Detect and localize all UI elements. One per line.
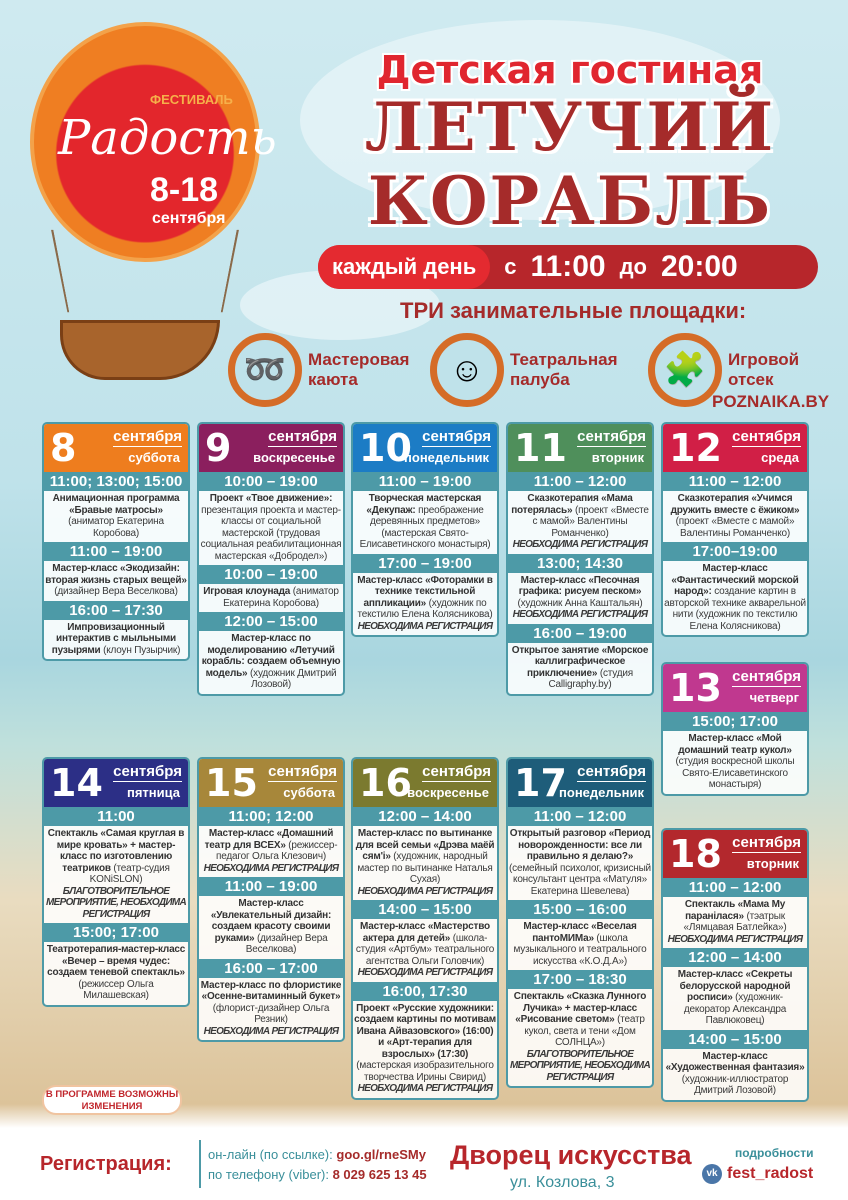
event-time: 12:00 – 15:00 <box>199 612 343 631</box>
event-title: Проект «Русские художники: создаем картины по мотивам Ивана Айвазовского» (16:00) и «Арт-терапия для взрослых» (17:30) <box>354 1002 496 1060</box>
day-number: 17 <box>514 761 567 805</box>
event-details: (режиссер Ольга Милашевская) <box>78 978 154 1001</box>
event-time: 10:00 – 19:00 <box>199 472 343 491</box>
day-card <box>42 422 190 661</box>
registration-link[interactable]: goo.gl/rneSMy <box>336 1147 426 1162</box>
event <box>353 491 497 554</box>
phone-label: по телефону (viber): <box>208 1167 329 1182</box>
title-line-1: ЛЕТУЧИЙ <box>364 88 776 166</box>
flying-ship-illustration <box>60 320 220 380</box>
day-number: 13 <box>669 666 722 710</box>
registration-note: НЕОБХОДИМА РЕГИСТРАЦИЯ <box>203 1025 339 1037</box>
phone-number[interactable]: 8 029 625 13 45 <box>332 1167 427 1182</box>
day-header <box>663 664 807 712</box>
day-weekday: суббота <box>283 785 335 800</box>
day-number: 9 <box>205 426 232 470</box>
venue-name: Дворец искусства <box>450 1140 692 1170</box>
day-weekday: понедельник <box>559 785 644 800</box>
event <box>199 978 343 1041</box>
event-details: презентация проекта и мастер-классы от социальной мастерской (трудовая социальная реабилитационная мастерская «Добродел») <box>200 504 342 562</box>
event-title: Сказкотерапия «Мама потерялась» <box>511 493 633 516</box>
venue-address: ул. Козлова, 3 <box>510 1174 615 1191</box>
day-number: 18 <box>669 832 722 876</box>
event <box>508 826 652 900</box>
registration-title: Регистрация: <box>40 1153 172 1175</box>
event-title: Творческая мастерская «Декупаж: <box>366 493 482 516</box>
event <box>663 491 807 542</box>
day-month: сентября <box>577 428 646 445</box>
event-time: 10:00 – 19:00 <box>199 565 343 584</box>
event <box>508 643 652 694</box>
event <box>199 826 343 877</box>
title-line-2: КОРАБЛЬ <box>367 162 773 240</box>
more-info-label: подробности <box>735 1146 814 1160</box>
event <box>44 491 188 542</box>
day-number: 14 <box>50 761 103 805</box>
event-details: (школа музыкального и театрального искусства «К.О.Д.А») <box>513 932 647 967</box>
day-month: сентября <box>422 428 491 445</box>
day-number: 15 <box>205 761 258 805</box>
event-details: (художник Анна Каштальян) <box>517 597 643 609</box>
from-label: с <box>504 254 517 279</box>
event-details: (аниматор Екатерина Коробова) <box>223 586 339 609</box>
event-title: Проект «Твое движение»: <box>209 493 333 504</box>
event-details: (художник Дмитрий Лозовой) <box>250 667 337 690</box>
knot-icon: ➿ <box>228 333 302 407</box>
event-time: 11:00 – 12:00 <box>508 472 652 491</box>
vk-icon: vk <box>702 1164 722 1184</box>
event-time: 16:00, 17:30 <box>353 982 497 1001</box>
to-label: до <box>619 254 647 279</box>
event-details: (театр-судия KONiSLON) <box>89 862 170 885</box>
day-number: 16 <box>359 761 412 805</box>
day-weekday: четверг <box>749 690 799 705</box>
venue-theatre <box>430 333 630 407</box>
event-time: 17:00 – 19:00 <box>353 554 497 573</box>
event-title: Анимационная программа «Бравые матросы» <box>52 493 180 516</box>
every-day-label: каждый день <box>318 245 490 289</box>
event-details: (проект «Вместе с мамой» Валентины Романченко) <box>675 516 795 539</box>
day-month: сентября <box>732 668 801 685</box>
day-month: сентября <box>113 763 182 780</box>
day-header <box>353 424 497 472</box>
day-month: сентября <box>732 834 801 851</box>
day-card <box>661 662 809 796</box>
day-header <box>353 759 497 807</box>
registration-note: НЕОБХОДИМА РЕГИСТРАЦИЯ <box>357 885 493 897</box>
event <box>508 919 652 970</box>
event-title: Мастер-класс «Фоторамки в технике текстильной аппликации» <box>357 574 493 609</box>
event-details: (художник, народный мастер по вытинанке Наталья Сухая) <box>357 851 493 885</box>
event-details: (тэатрык «Лямцавая Батлейка») <box>683 910 787 933</box>
online-label: он-лайн (по ссылке): <box>208 1147 333 1162</box>
event <box>199 631 343 694</box>
event-details: (мастерская изобразительного творчества Ирины Свирид) <box>356 1060 494 1083</box>
event-time: 15:00; 17:00 <box>663 712 807 731</box>
event-time: 11:00 <box>44 807 188 826</box>
event-time: 11:00; 13:00; 15:00 <box>44 472 188 491</box>
event <box>663 1049 807 1100</box>
registration-note: БЛАГОТВОРИТЕЛЬНОЕ МЕРОПРИЯТИЕ, НЕОБХОДИМА РЕГИСТРАЦИЯ <box>510 1048 650 1083</box>
event <box>199 584 343 612</box>
registration-note: НЕОБХОДИМА РЕГИСТРАЦИЯ <box>512 609 648 620</box>
event <box>663 967 807 1030</box>
event <box>353 826 497 900</box>
event-time: 14:00 – 15:00 <box>353 900 497 919</box>
day-header <box>44 759 188 807</box>
event-title: Мастер-класс «Мой домашний театр кукол» <box>678 733 792 756</box>
day-weekday: вторник <box>746 856 799 871</box>
day-weekday: воскресенье <box>253 450 335 465</box>
festival-name: Радость <box>58 110 277 166</box>
day-month: сентября <box>577 763 646 780</box>
day-weekday: понедельник <box>404 450 489 465</box>
event-details: (проект «Вместе с мамой» Валентины Романченко) <box>532 504 649 539</box>
day-weekday: суббота <box>128 450 180 465</box>
day-card <box>506 422 654 696</box>
event <box>44 561 188 601</box>
event-title: Мастер-класс по вытинанке для всей семьи «Дрэва маёй сям'і» <box>355 828 495 862</box>
event-time: 11:00; 12:00 <box>199 807 343 826</box>
event <box>199 896 343 959</box>
day-number: 12 <box>669 426 722 470</box>
event-time: 14:00 – 15:00 <box>663 1030 807 1049</box>
event <box>663 897 807 948</box>
day-header <box>199 759 343 807</box>
venues-heading: ТРИ занимательные площадки: <box>400 298 747 323</box>
event-details: (художник-декоратор Александра Павлюковец) <box>683 992 787 1026</box>
festival-month: сентября <box>152 210 226 227</box>
event-title: Спектакль «Мама Му паранілася» <box>684 899 786 922</box>
venue-label: Игровой отсек <box>728 350 800 389</box>
registration-note: БЛАГОТВОРИТЕЛЬНОЕ МЕРОПРИЯТИЕ, НЕОБХОДИМА РЕГИСТРАЦИЯ <box>46 885 186 920</box>
day-month: сентября <box>268 763 337 780</box>
day-weekday: среда <box>761 450 799 465</box>
event <box>663 731 807 794</box>
event-title: Мастер-класс «Мастерство актера для детей» <box>360 921 490 944</box>
day-header <box>44 424 188 472</box>
event-details: (художник по текстилю Елена Колясникова) <box>357 597 493 620</box>
event <box>353 919 497 982</box>
divider <box>199 1140 201 1188</box>
event-time: 16:00 – 17:00 <box>199 959 343 978</box>
registration-note: НЕОБХОДИМА РЕГИСТРАЦИЯ <box>357 620 493 632</box>
event-time: 11:00 – 19:00 <box>44 542 188 561</box>
event-title: Мастер-класс по моделированию «Летучий корабль: создаем объемную модель» <box>201 633 341 679</box>
day-card <box>506 757 654 1088</box>
partner-logo: POZNAIKA.BY <box>712 392 830 411</box>
day-number: 10 <box>359 426 412 470</box>
day-month: сентября <box>732 428 801 445</box>
day-month: сентября <box>268 428 337 445</box>
event-title: Мастер-класс «Художественная фантазия» <box>665 1050 805 1073</box>
day-number: 8 <box>50 426 77 470</box>
event-details: (школа-студия «Артбум» театрального агентства Ольги Головчик) <box>355 932 495 967</box>
start-time: 11:00 <box>530 250 606 283</box>
sailor-icon: ☺ <box>430 333 504 407</box>
event-details: (дизайнер Вера Веселкова) <box>245 932 328 955</box>
event-details: (флорист-дизайнер Ольга Резник) <box>212 1002 330 1025</box>
day-card <box>351 422 499 637</box>
event <box>199 491 343 565</box>
event-title: Театротерапия-мастер-класс «Вечер – время чудес: создаем теневой спектакль» <box>46 944 186 978</box>
event-time: 11:00 – 12:00 <box>663 472 807 491</box>
day-card <box>197 757 345 1042</box>
day-card <box>42 757 190 1007</box>
event-details: создание картин в авторской технике акварельной нити (художник по текстилю Елена Колясникова) <box>664 586 806 632</box>
phone-registration <box>208 1167 427 1183</box>
event-title: Мастер-класс «Фантастический морской народ»: <box>671 563 799 597</box>
event-time: 17:00 – 18:30 <box>508 970 652 989</box>
puzzle-icon: 🧩 <box>648 333 722 407</box>
subtitle: Детская гостиная <box>376 48 764 92</box>
event-time: 11:00 – 12:00 <box>508 807 652 826</box>
event-title: Импровизационный интерактив с мыльными пузырями <box>51 621 176 656</box>
schedule-banner <box>318 245 818 289</box>
venue-workshop <box>228 333 428 407</box>
event-details: (студия воскресной школы Свято-Елисаветинского монастыря) <box>675 756 795 790</box>
event-title: Мастер-класс «Песочная графика: рисуем песком» <box>518 574 642 597</box>
event-time: 15:00 – 16:00 <box>508 900 652 919</box>
event-details: (художник-иллюстратор Дмитрий Лозовой) <box>681 1073 789 1096</box>
day-weekday: вторник <box>591 450 644 465</box>
day-month: сентября <box>113 428 182 445</box>
vk-handle[interactable]: fest_radost <box>727 1165 814 1182</box>
registration-note: НЕОБХОДИМА РЕГИСТРАЦИЯ <box>667 933 803 945</box>
event-details: (клоун Пузырчик) <box>103 644 181 656</box>
event <box>508 491 652 554</box>
event-time: 13:00; 14:30 <box>508 554 652 573</box>
day-number: 11 <box>514 426 567 470</box>
event <box>508 573 652 624</box>
festival-dates: 8-18 <box>150 171 219 209</box>
vk-link[interactable] <box>702 1164 813 1184</box>
event-details: преображение деревянных предметов» (мастерская Свято-Елисаветинского монастыря) <box>359 504 491 550</box>
venue-label: Театральная палуба <box>510 350 618 389</box>
festival-label: ФЕСТИВАЛЬ <box>150 92 233 107</box>
registration-note: НЕОБХОДИМА РЕГИСТРАЦИЯ <box>512 539 648 550</box>
end-time: 20:00 <box>660 250 738 283</box>
day-month: сентября <box>422 763 491 780</box>
event-time: 11:00 – 19:00 <box>199 877 343 896</box>
event-details: (режиссер-педагог Ольга Клезович) <box>216 839 338 862</box>
day-card <box>661 422 809 637</box>
registration-note: НЕОБХОДИМА РЕГИСТРАЦИЯ <box>203 862 339 874</box>
event-time: 11:00 – 19:00 <box>353 472 497 491</box>
day-card <box>661 828 809 1102</box>
event <box>44 942 188 1005</box>
day-weekday: воскресенье <box>407 785 489 800</box>
online-registration <box>208 1147 426 1163</box>
day-header <box>663 424 807 472</box>
event-title: Спектакль «Самая круглая в мире кровать» + мастер-класс по изготовлению театриков <box>47 828 185 874</box>
event-title: Мастер-класс по флористике «Осенне-витаминный букет» <box>200 979 342 1002</box>
event <box>508 989 652 1086</box>
venue-label: Мастеровая каюта <box>308 350 410 389</box>
day-header <box>508 759 652 807</box>
event <box>44 826 188 923</box>
event-title: Мастер-класс «Домашний театр для ВСЕХ» <box>204 828 334 851</box>
event <box>353 1001 497 1098</box>
balloon-ropes <box>51 230 239 312</box>
event-time: 12:00 – 14:00 <box>353 807 497 826</box>
event-title: Мастер-класс «Веселая пантоМИМа» <box>523 921 637 944</box>
event-details: (студия Calligraphy.by) <box>548 667 633 690</box>
event-title: Игровая клоунада <box>203 586 291 597</box>
registration-note: НЕОБХОДИМА РЕГИСТРАЦИЯ <box>357 1083 493 1094</box>
event-title: Мастер-класс «Увлекательный дизайн: создаем красоту своими руками» <box>210 898 332 944</box>
event-time: 12:00 – 14:00 <box>663 948 807 967</box>
event-details: (аниматор Екатерина Коробова) <box>68 516 164 539</box>
event-title: Мастер-класс «Экодизайн: вторая жизнь старых вещей» <box>45 563 187 586</box>
day-header <box>663 830 807 878</box>
day-header <box>508 424 652 472</box>
event-title: Спектакль «Сказка Лунного Лучика» + мастер-класс «Рисование светом» <box>513 991 647 1025</box>
event-title: Открытый разговор «Период новорожденности: все ли правильно я делаю?» <box>509 828 651 862</box>
day-card <box>351 757 499 1100</box>
event-details: (семейный психолог, кризисный консультант центра «Матуля» Екатерина Шевелева) <box>509 862 651 897</box>
event-details: (дизайнер Вера Веселкова) <box>54 586 178 597</box>
event-title: Открытое занятие «Морское каллиграфическое приключение» <box>511 644 649 679</box>
event-time: 16:00 – 19:00 <box>508 624 652 643</box>
event-time: 16:00 – 17:30 <box>44 601 188 620</box>
event <box>353 573 497 636</box>
event-time: 15:00; 17:00 <box>44 923 188 942</box>
event-time: 17:00–19:00 <box>663 542 807 561</box>
event <box>663 561 807 635</box>
event-title: Мастер-класс «Секреты белорусской народной росписи» <box>677 969 793 1003</box>
event-title: Сказкотерапия «Учимся дружить вместе с ёжиком» <box>670 493 800 516</box>
day-header <box>199 424 343 472</box>
event-details: (театр кукол, света и тени «Дом СОЛНЦА») <box>524 1014 645 1048</box>
day-card <box>197 422 345 696</box>
day-weekday: пятница <box>126 785 180 800</box>
program-changes-notice: В ПРОГРАММЕ ВОЗМОЖНЫ ИЗМЕНЕНИЯ <box>42 1085 182 1115</box>
registration-note: НЕОБХОДИМА РЕГИСТРАЦИЯ <box>357 967 493 978</box>
event-time: 11:00 – 12:00 <box>663 878 807 897</box>
event <box>44 620 188 660</box>
